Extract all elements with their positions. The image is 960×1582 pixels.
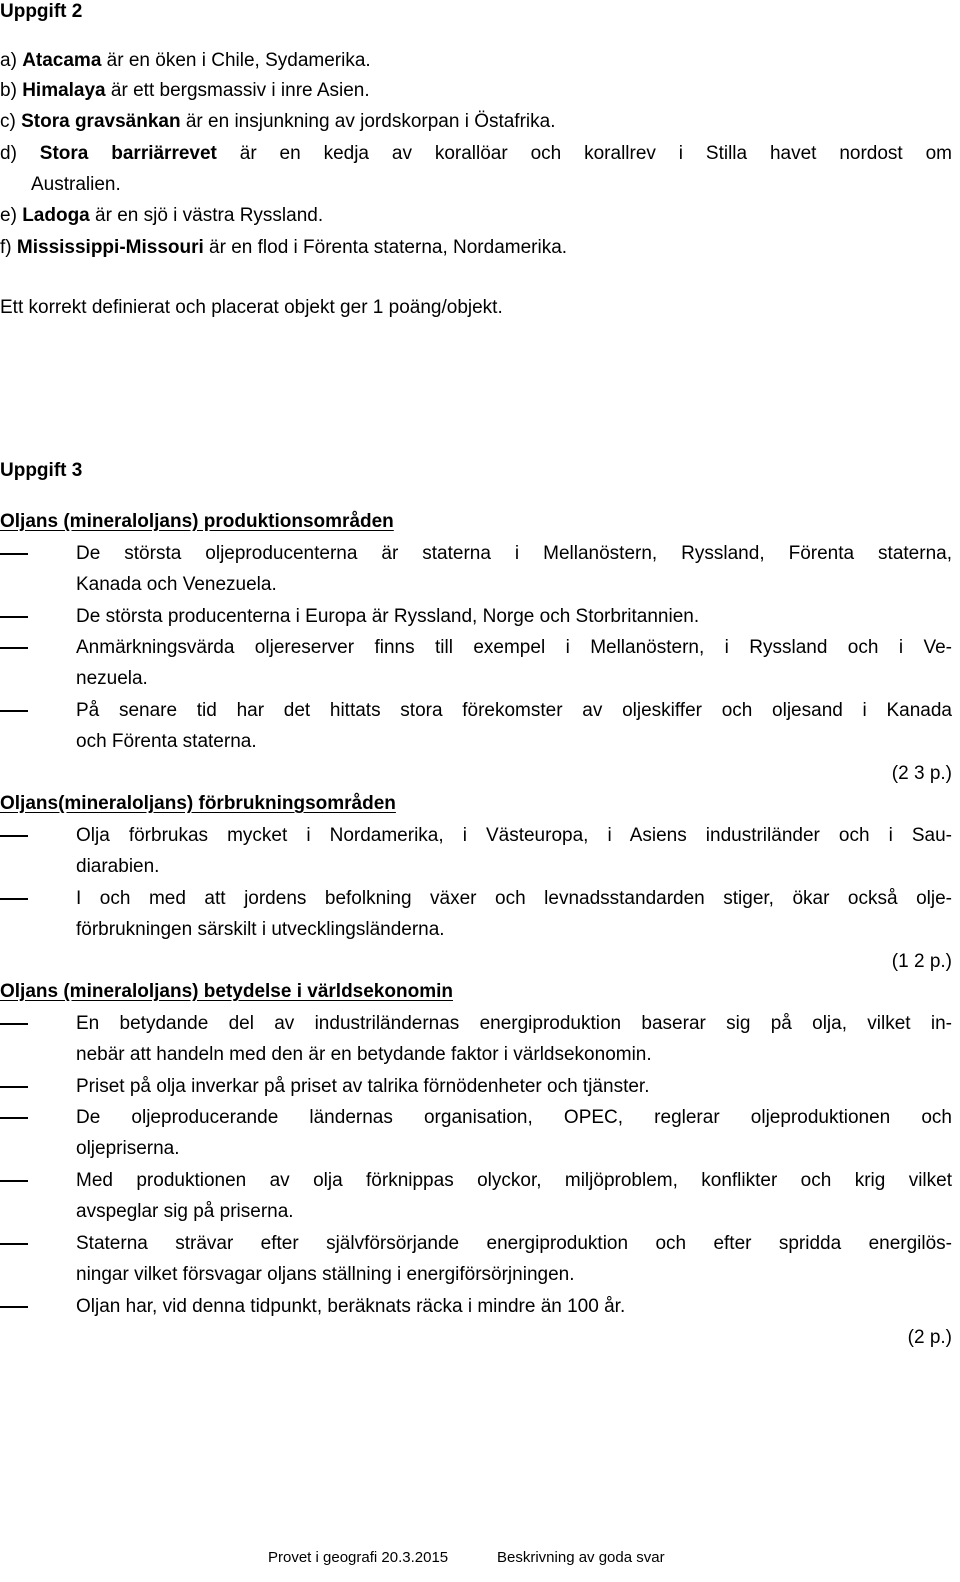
points-label: (2 p.) bbox=[907, 1327, 952, 1348]
dash-icon bbox=[0, 1086, 28, 1088]
dash-icon bbox=[0, 1243, 28, 1245]
dash-icon bbox=[0, 1117, 28, 1119]
bullet-continuation: och Förenta staterna. bbox=[76, 731, 257, 752]
bullet-continuation: förbrukningen särskilt i utvecklingsländerna. bbox=[76, 919, 445, 940]
section-heading-production: Oljans (mineraloljans) produktionsområden bbox=[0, 511, 394, 532]
bullet-continuation: avspeglar sig på priserna. bbox=[76, 1201, 294, 1222]
footer-right: Beskrivning av goda svar bbox=[497, 1549, 665, 1566]
uppgift3-title: Uppgift 3 bbox=[0, 460, 83, 481]
bullet-continuation: oljepriserna. bbox=[76, 1138, 180, 1159]
document-page: Uppgift 2 a) Atacama är en öken i Chile, Sydamerika. b) Himalaya är ett bergsmassiv i inre Asien. c) Stora gravsänkan är en insjunkning av jordskorpan i Östafrika. d) Stora barriärrevet är en kedja av korallöar och korallrev i Stilla havet nordost om Australien. e) Ladoga är en sjö i västra Ryssland. f) Mississippi-Missouri är en flod i Förenta staterna, Nordamerika. Ett korrekt definierat och placerat objekt ger 1 poäng/objekt. Uppgift 3 Oljans (mineraloljans) produktionsområden De största oljeproducenterna är staterna i Mellanöstern, Ryssland, Förenta staterna, Kanada och Venezuela. De största producenterna i Europa är Ryssland, Norge och Storbritannien. Anmärkningsvärda oljereserver finns till exempel i Mellanöstern, i Ryssland och i Ve- nezuela. På senare tid har det hittats stora förekomster av oljeskiffer och oljesand i Kanada och Förenta staterna. (2 3 p.) Oljans(mineraloljans) förbrukningsområden Olja förbrukas mycket i Nordamerika, i Västeuropa, i Asiens industriländer och i Sau- diarabien. I och med att jordens befolkning växer och levnadsstandarden stiger, ökar också olje- förbrukningen särskilt i utvecklingsländerna. (1 2 p.) Oljans (mineraloljans) betydelse i världsekonomin En betydande del av industriländernas energiproduktion baserar sig på olja, vilket in- nebär att handeln med den är en betydande faktor i världsekonomin. Priset på olja inverkar på priset av talrika förnödenheter och tjänster. De oljeproducerande ländernas organisation, OPEC, reglerar oljeproduktionen och oljepriserna. Med produktionen av olja förknippas olyckor, miljöproblem, konflikter och krig vilket avspeglar sig på priserna. Staterna strävar efter självförsörjande energiproduktion och efter spridda energilös- ningar vilket försvagar oljans ställning i energiförsörjningen. Oljan har, vid denna tidpunkt, beräknats räcka i mindre än 100 år. (2 p.) Provet i geografi 20.3.2015 Beskrivning av goda svar bbox=[0, 0, 960, 1582]
points-label: (1 2 p.) bbox=[891, 951, 952, 972]
bullet-continuation: nebär att handeln med den är en betydande faktor i världsekonomin. bbox=[76, 1044, 652, 1065]
points-label: (2 3 p.) bbox=[891, 763, 952, 784]
list-item-d-continuation: Australien. bbox=[31, 174, 121, 195]
dash-icon bbox=[0, 1023, 28, 1025]
dash-icon bbox=[0, 553, 28, 555]
dash-icon bbox=[0, 616, 28, 618]
dash-icon bbox=[0, 1180, 28, 1182]
section-heading-economy: Oljans (mineraloljans) betydelse i världsekonomin bbox=[0, 981, 453, 1002]
list-item-d: d) Stora barriärrevet är en kedja av korallöar och korallrev i Stilla havet nordost om bbox=[0, 143, 952, 164]
list-item-f: f) Mississippi-Missouri är en flod i Förenta staterna, Nordamerika. bbox=[0, 237, 568, 258]
list-item-a: a) Atacama är en öken i Chile, Sydamerika. bbox=[0, 50, 371, 71]
list-item-c: c) Stora gravsänkan är en insjunkning av jordskorpan i Östafrika. bbox=[0, 111, 556, 132]
dash-icon bbox=[0, 647, 28, 649]
footer-left: Provet i geografi 20.3.2015 bbox=[268, 1549, 449, 1566]
bullet-continuation: ningar vilket försvagar oljans ställning i energiförsörjningen. bbox=[76, 1264, 575, 1285]
section-heading-consumption: Oljans(mineraloljans) förbrukningsområden bbox=[0, 793, 396, 814]
dash-icon bbox=[0, 898, 28, 900]
list-item-b: b) Himalaya är ett bergsmassiv i inre Asien. bbox=[0, 80, 370, 101]
scoring-note: Ett korrekt definierat och placerat objekt ger 1 poäng/objekt. bbox=[0, 297, 503, 318]
uppgift2-title: Uppgift 2 bbox=[0, 1, 83, 22]
bullet-continuation: diarabien. bbox=[76, 856, 160, 877]
dash-icon bbox=[0, 710, 28, 712]
bullet-continuation: nezuela. bbox=[76, 668, 148, 689]
dash-icon bbox=[0, 1306, 28, 1308]
list-item-e: e) Ladoga är en sjö i västra Ryssland. bbox=[0, 205, 324, 226]
dash-icon bbox=[0, 835, 28, 837]
bullet-continuation: Kanada och Venezuela. bbox=[76, 574, 277, 595]
